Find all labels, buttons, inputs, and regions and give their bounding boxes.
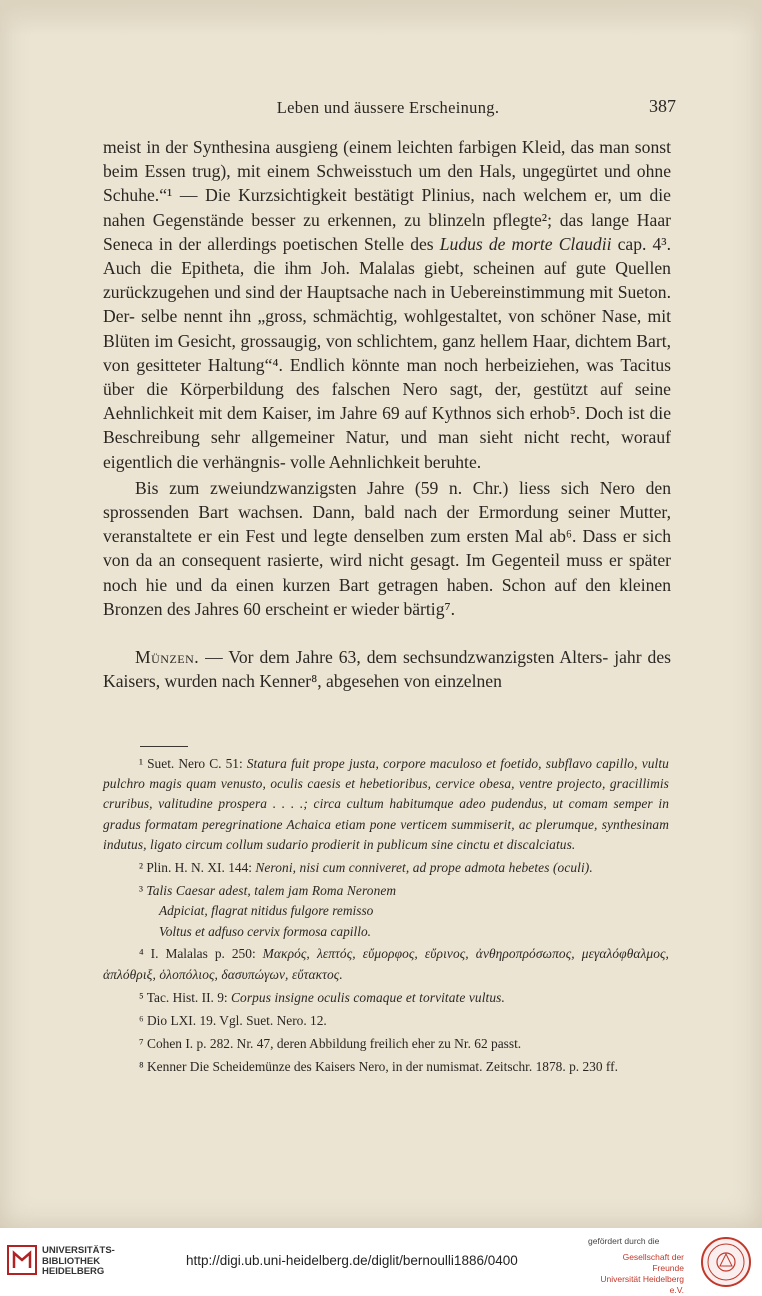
footnote-ref: ⁵ Tac. Hist. II. 9: — [139, 989, 231, 1005]
text-line: Natur, und man sieht nicht recht, worauf eigentlich die verhängnis- — [103, 427, 671, 472]
footnote-3 — [103, 881, 669, 901]
text-fragment: Stelle des — [364, 233, 440, 254]
paragraph-1 — [103, 135, 671, 474]
sponsor-name-line: Universität Heidelberg e.V. — [600, 1274, 684, 1295]
footnote-quote: Statura fuit prope justa, corpore maculoso et foetido, subflavo capillo, vultu pulchro magis quam venusto, oculis caesis et hebetioribus, cervice obesa, ventre projecto, gracillimis cruribus, valitudine prospera . . . .; circa cultum habitumque adeo pudendus, ut comam semper in gradus formatam peregrinatione Achaica etiam pone verticem summiserit, ac plerumque, synthesinam indutus, ligato circum collum sudario prodierit in publicum sine cinctu et discalciatus. — [103, 756, 669, 852]
running-head — [100, 98, 676, 120]
library-name — [42, 1246, 115, 1278]
footnote-ref: ¹ Suet. Nero C. 51: — [139, 756, 247, 771]
text-line: dichtem Bart, von gesitteter Haltung“⁴. Endlich könnte man noch — [103, 330, 671, 375]
footnote-5 — [103, 988, 669, 1008]
viewer-footer — [0, 1228, 762, 1295]
page-number: 387 — [649, 96, 676, 116]
verse-line: Talis Caesar adest, talem jam Roma Neronem — [146, 883, 397, 899]
sponsor-label: gefördert durch die — [588, 1236, 660, 1246]
sponsor-name[interactable] — [590, 1252, 684, 1296]
text-line: den sprossenden Bart wachsen. Dann, bald nach der Ermordung — [103, 477, 671, 523]
footnote-2 — [103, 858, 669, 878]
text-line: auf Kythnos sich erhob⁵. Doch ist die Beschreibung sehr allgemeiner — [103, 403, 672, 448]
footnote-rule — [140, 746, 188, 747]
text-line: nach welchem er, um die nahen Gegenstände besser zu erkennen, zu — [103, 185, 671, 230]
footnote-quote: Corpus insigne oculis comaque et torvitate vultus. — [231, 989, 505, 1005]
paragraph-3 — [103, 645, 671, 693]
work-title: Ludus de morte Claudii — [439, 233, 612, 254]
text-line: mit Blüten im Gesicht, grossaugig, von schlichtem, ganz hellem Haar, — [103, 306, 671, 351]
footnote-6: ⁶ Dio LXI. 19. Vgl. Suet. Nero. 12. — [139, 1013, 327, 1029]
footnote-1 — [103, 754, 669, 855]
footnote-4 — [103, 944, 669, 984]
text-line: ungegürtet und ohne Schuhe.“¹ — Die Kurzsichtigkeit bestätigt Plinius, — [103, 161, 672, 206]
running-title: Leben und äussere Erscheinung. — [276, 98, 500, 117]
text-line: Mal ab⁶. Dass er sich von da an consequent rasierte, wird nicht — [103, 526, 672, 571]
library-name-line: UNIVERSITÄTS- — [42, 1245, 115, 1256]
library-logo-icon[interactable] — [6, 1244, 38, 1276]
footnotes — [103, 754, 669, 1081]
verse-line: Voltus et adfuso cervix formosa capillo. — [159, 923, 371, 939]
text-line: man sonst beim Essen trug), mit einem Schweisstuch um den Hals, — [103, 137, 671, 182]
permalink-url[interactable]: http://digi.ub.uni-heidelberg.de/diglit/bernoulli1886/0400 — [186, 1253, 518, 1268]
library-name-line: BIBLIOTHEK — [42, 1255, 101, 1267]
footnote-8: ⁸ Kenner Die Scheidemünze des Kaisers Nero, in der numismat. Zeitschr. 1878. p. 230 ff. — [139, 1059, 618, 1075]
text-line: Bis zum zweiundzwanzigsten Jahre (59 n. Chr.) liess sich Nero — [135, 477, 635, 498]
university-seal-icon — [700, 1236, 752, 1288]
body-text — [103, 135, 671, 693]
text-line: sagt, der, gestützt auf seine Aehnlichkeit mit dem Kaiser, im Jahre 69 — [103, 379, 671, 424]
footnote-quote: Neroni, nisi cum conniveret, ad prope admota hebetes (oculi). — [255, 860, 593, 876]
text-fragment: cap. 4³. Auch die Epitheta, die — [103, 233, 671, 279]
text-line: seiner Mutter, veranstaltete er ein Fest und legte denselben zum ersten — [103, 502, 671, 547]
text-line: meist in der Synthesina ausgieng (einem leichten farbigen Kleid, das — [103, 137, 595, 157]
footnote-ref: ⁴ I. Malalas p. 250: — [139, 946, 263, 962]
section-heading: Münzen. — [135, 647, 200, 668]
text-line: ihm Joh. Malalas giebt, scheinen auf gute Quellen zurückzugehen und — [103, 258, 671, 303]
text-line: sind der Hauptsache nach in Uebereinstimmung mit Sueton. Der- — [103, 282, 671, 327]
text-fragment: — Vor dem Jahre 63, dem sechsundzwanzigsten Alters- — [199, 647, 609, 668]
text-line: herbeiziehen, was Tacitus über die Körperbildung des falschen Nero — [103, 354, 671, 400]
footnote-ref: ³ — [139, 883, 147, 899]
footnote-ref: ² Plin. H. N. XI. 144: — [139, 860, 256, 876]
text-line: erscheint er wieder bärtig⁷. — [265, 598, 456, 619]
text-line: blinzeln pflegte²; das lange Haar Seneca in der allerdings poetischen — [103, 209, 671, 254]
footnote-7: ⁷ Cohen I. p. 282. Nr. 47, deren Abbildung freilich eher zu Nr. 62 passt. — [139, 1036, 522, 1052]
paragraph-2 — [103, 476, 671, 621]
text-line: selbe nennt ihn „gross, schmächtig, wohlgestaltet, von schöner Nase, — [141, 306, 642, 327]
text-line: jahr des Kaisers, wurden nach Kenner⁸, abgesehen von einzelnen — [103, 647, 671, 692]
text-line: Bart getragen haben. Schon auf den kleinen Bronzen des Jahres 60 — [103, 574, 672, 619]
sponsor-name-line: Gesellschaft der Freunde — [622, 1252, 684, 1273]
text-line: volle Aehnlichkeit beruhte. — [290, 451, 482, 472]
verse-line: Adpiciat, flagrat nitidus fulgore remisso — [159, 903, 374, 919]
footnote-greek: Μακρός, λεπτός, εὔμορφος, εὔρινος, ἀνθηροπρόσωπος, μεγαλόφθαλμος, ἁπλόθριξ, ὁλοπόλιος, δασυπώγων, εὔτακτος. — [103, 946, 669, 982]
library-name-line: HEIDELBERG — [42, 1266, 105, 1277]
text-line: gesagt. Im Gegenteil muss er später noch hie und da einen kurzen — [103, 550, 672, 595]
